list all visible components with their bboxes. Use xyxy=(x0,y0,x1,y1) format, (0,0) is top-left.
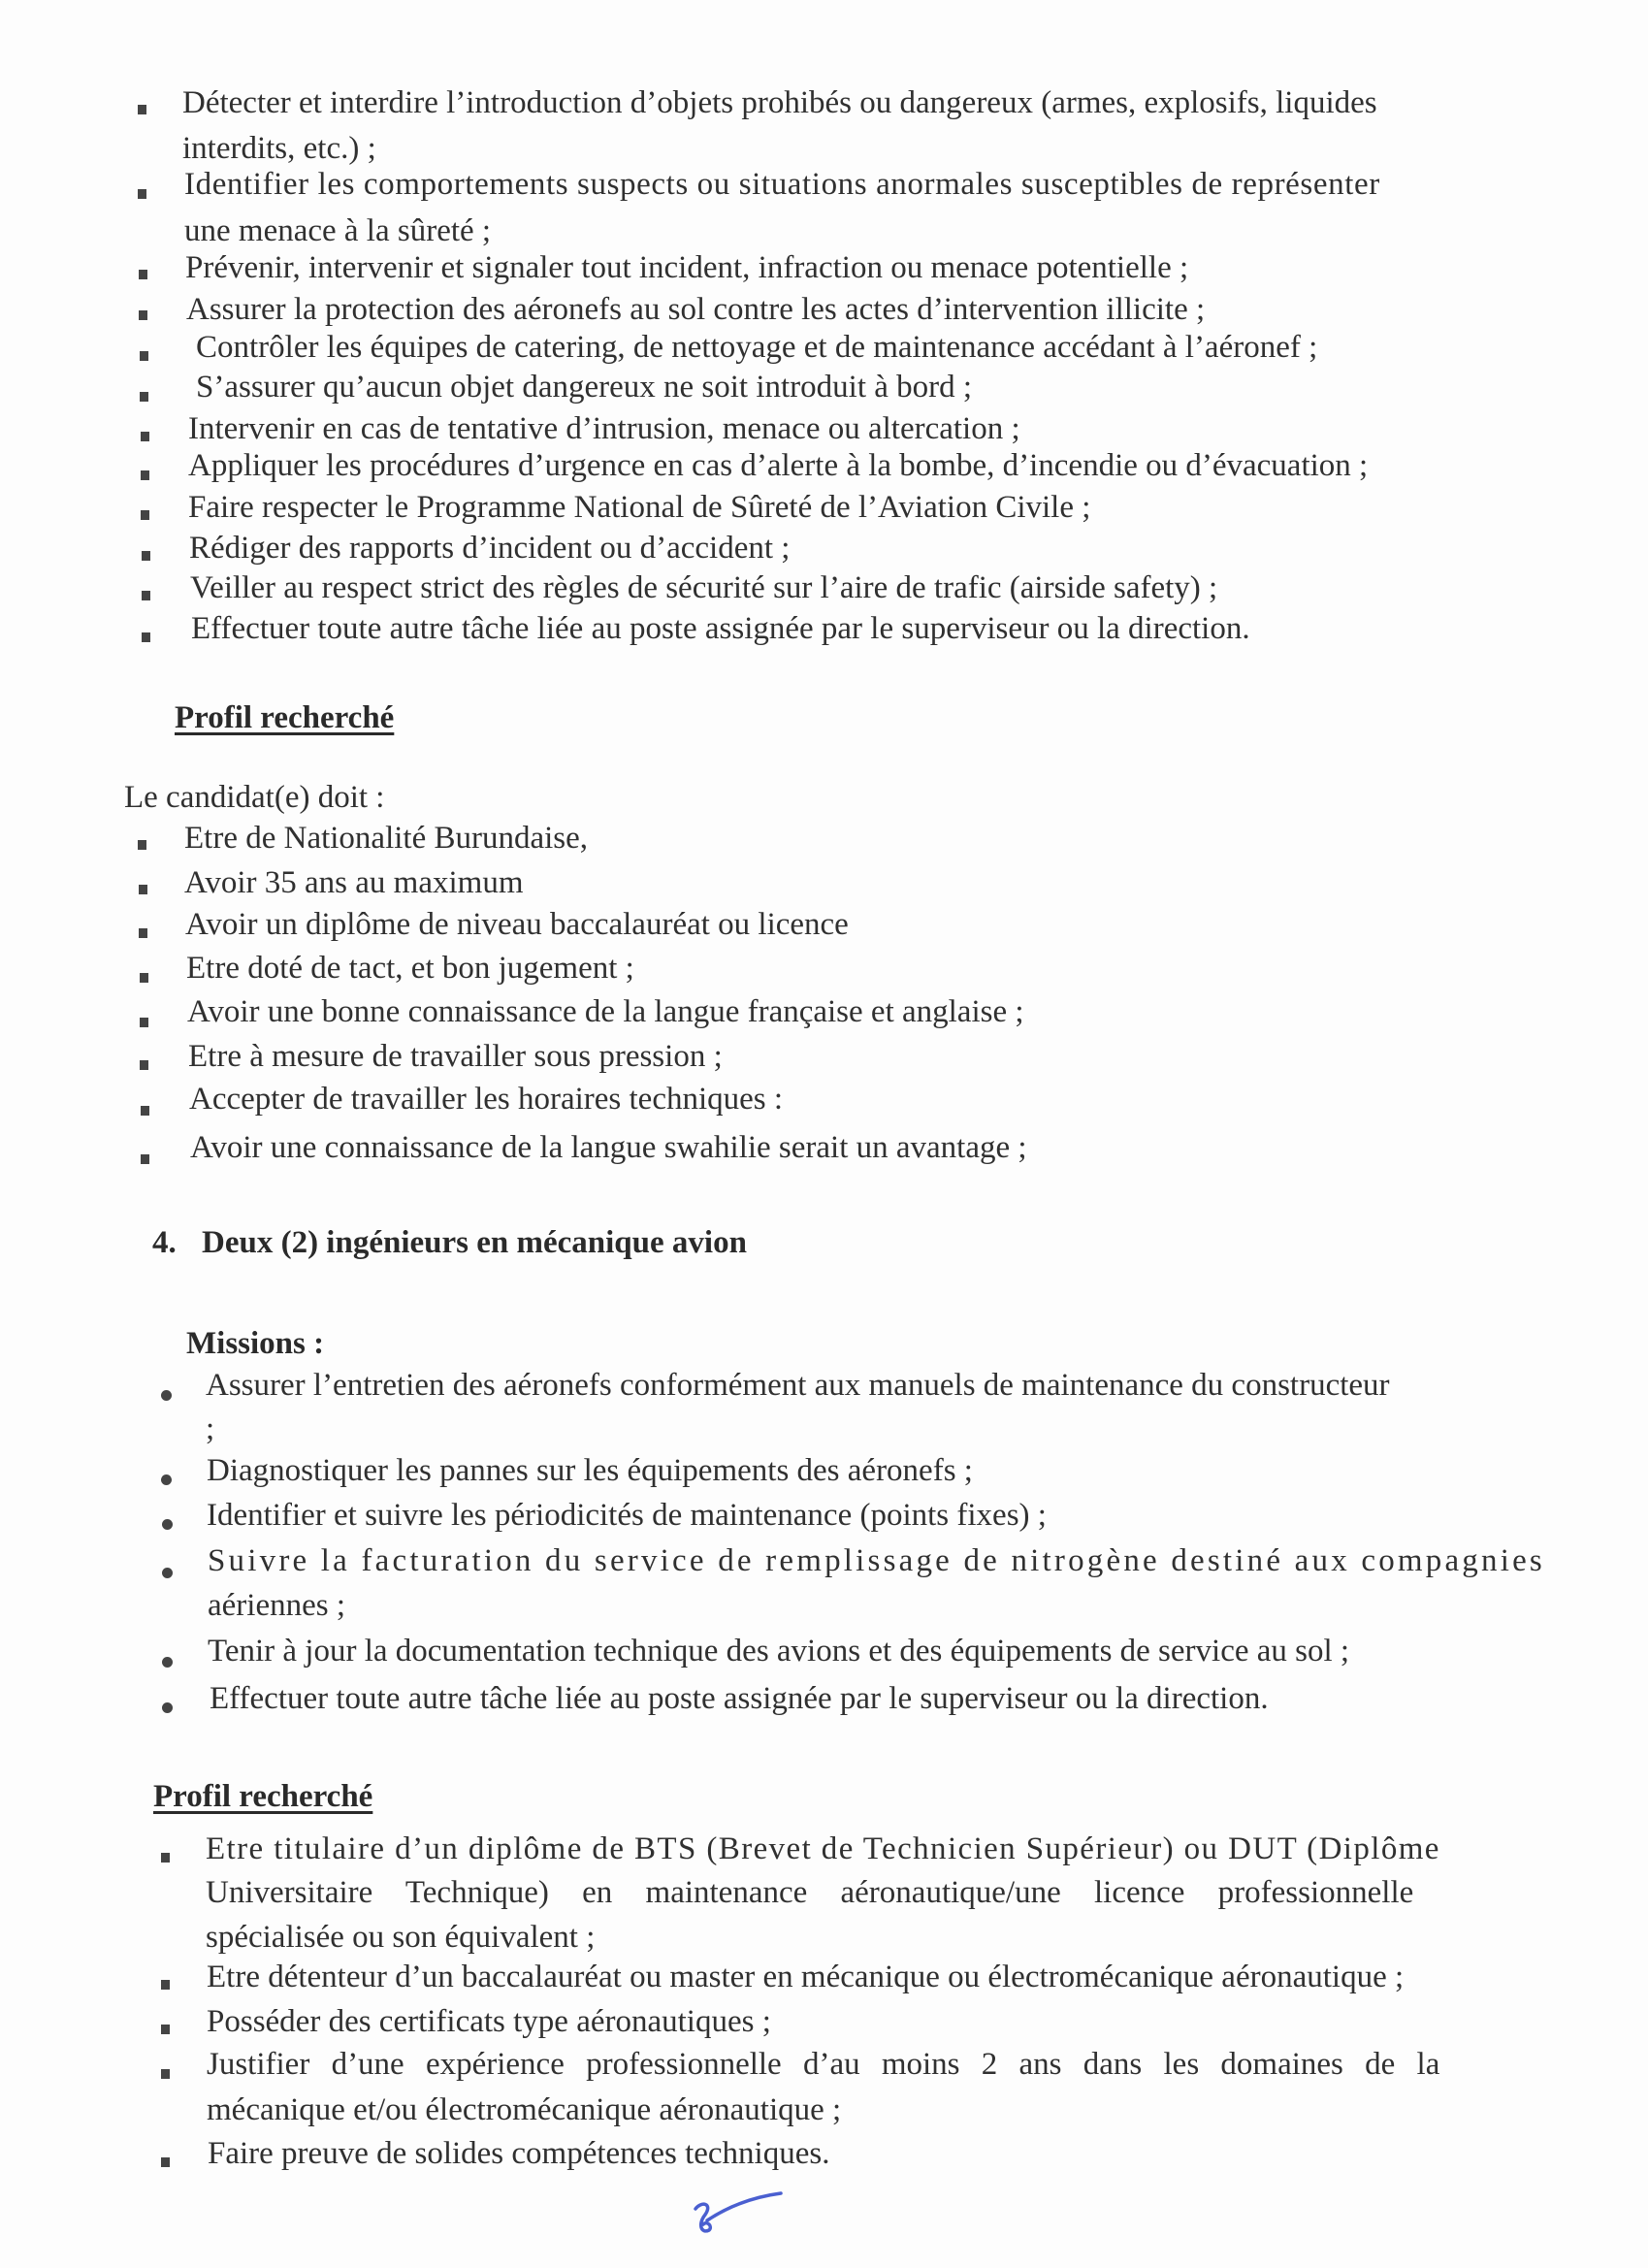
list-item: Rédiger des rapports d’incident ou d’accident ; xyxy=(189,531,791,566)
list-item: Suivre la facturation du service de remplissage de nitrogène destiné aux compagnies xyxy=(208,1543,1545,1578)
square-bullet-icon xyxy=(139,270,147,279)
round-bullet-icon xyxy=(162,1568,173,1578)
list-item-continuation: une menace à la sûreté ; xyxy=(184,213,492,248)
list-item: Détecter et interdire l’introduction d’objets prohibés ou dangereux (armes, explosifs, liquides xyxy=(182,85,1377,120)
square-bullet-icon xyxy=(161,2069,170,2079)
list-item-continuation: aériennes ; xyxy=(208,1588,346,1623)
list-item: Etre à mesure de travailler sous pression ; xyxy=(188,1039,723,1074)
square-bullet-icon xyxy=(139,310,147,320)
square-bullet-icon xyxy=(140,1018,148,1027)
round-bullet-icon xyxy=(162,1657,173,1668)
list-item: Avoir un diplôme de niveau baccalauréat ou licence xyxy=(185,907,849,942)
square-bullet-icon xyxy=(161,1980,170,1990)
list-item: Veiller au respect strict des règles de sécurité sur l’aire de trafic (airside safety) ; xyxy=(190,570,1218,605)
list-item: Etre de Nationalité Burundaise, xyxy=(184,821,589,856)
square-bullet-icon xyxy=(141,470,149,480)
list-item: Etre détenteur d’un baccalauréat ou master en mécanique ou électromécanique aéronautique ; xyxy=(207,1960,1405,1994)
list-item: Identifier et suivre les périodicités de maintenance (points fixes) ; xyxy=(207,1498,1047,1533)
square-bullet-icon xyxy=(141,510,149,520)
round-bullet-icon xyxy=(161,1474,172,1485)
list-item: Avoir 35 ans au maximum xyxy=(184,865,524,900)
list-item: Diagnostiquer les pannes sur les équipements des aéronefs ; xyxy=(207,1453,973,1488)
list-item: Assurer la protection des aéronefs au sol contre les actes d’intervention illicite ; xyxy=(186,292,1206,327)
list-item-continuation: spécialisée ou son équivalent ; xyxy=(206,1920,596,1955)
list-item: Accepter de travailler les horaires techniques : xyxy=(189,1082,784,1117)
square-bullet-icon xyxy=(140,392,148,402)
list-item: Faire respecter le Programme National de Sûreté de l’Aviation Civile ; xyxy=(188,490,1091,525)
square-bullet-icon xyxy=(142,632,150,642)
list-item: Intervenir en cas de tentative d’intrusion, menace ou altercation ; xyxy=(188,411,1020,446)
list-item: Tenir à jour la documentation technique des avions et des équipements de service au sol ; xyxy=(208,1634,1350,1669)
signature-initials-icon xyxy=(684,2187,791,2246)
intro-text: Le candidat(e) doit : xyxy=(124,780,385,815)
square-bullet-icon xyxy=(140,973,148,983)
list-item-continuation: Universitaire Technique) en maintenance aéronautique/une licence professionnelle xyxy=(206,1875,1414,1910)
missions-heading: Missions : xyxy=(186,1326,325,1361)
square-bullet-icon xyxy=(138,189,146,199)
list-item: Assurer l’entretien des aéronefs conformément aux manuels de maintenance du constructeur xyxy=(206,1368,1390,1403)
list-item: Faire preuve de solides compétences techniques. xyxy=(208,2136,830,2171)
round-bullet-icon xyxy=(162,1519,173,1530)
list-item: Effectuer toute autre tâche liée au poste assignée par le superviseur ou la direction. xyxy=(210,1681,1269,1716)
section-heading: Profil recherché xyxy=(153,1779,373,1814)
list-item-continuation: ; xyxy=(206,1411,215,1446)
list-item-continuation: interdits, etc.) ; xyxy=(182,131,376,166)
square-bullet-icon xyxy=(142,551,150,561)
list-item: Contrôler les équipes de catering, de nettoyage et de maintenance accédant à l’aéronef ; xyxy=(196,330,1318,365)
list-item: S’assurer qu’aucun objet dangereux ne soit introduit à bord ; xyxy=(196,370,973,405)
list-item-continuation: mécanique et/ou électromécanique aéronautique ; xyxy=(207,2092,842,2127)
list-item: Effectuer toute autre tâche liée au poste assignée par le superviseur ou la direction. xyxy=(191,611,1250,646)
square-bullet-icon xyxy=(161,1853,170,1863)
list-item: Posséder des certificats type aéronautiques ; xyxy=(207,2004,771,2039)
square-bullet-icon xyxy=(161,2025,170,2034)
square-bullet-icon xyxy=(138,840,146,850)
list-item: Justifier d’une expérience professionnelle d’au moins 2 ans dans les domaines de la xyxy=(207,2047,1440,2082)
square-bullet-icon xyxy=(141,1154,149,1164)
list-item: Etre titulaire d’un diplôme de BTS (Brevet de Technicien Supérieur) ou DUT (Diplôme xyxy=(206,1831,1440,1866)
section-heading: Profil recherché xyxy=(175,700,395,735)
square-bullet-icon xyxy=(141,432,149,441)
section-number: 4. xyxy=(152,1225,177,1260)
square-bullet-icon xyxy=(140,1060,148,1070)
square-bullet-icon xyxy=(138,105,146,114)
square-bullet-icon xyxy=(161,2157,170,2167)
square-bullet-icon xyxy=(142,591,150,600)
round-bullet-icon xyxy=(161,1390,172,1401)
list-item: Appliquer les procédures d’urgence en cas d’alerte à la bombe, d’incendie ou d’évacuation ; xyxy=(188,448,1369,483)
square-bullet-icon xyxy=(140,351,148,361)
list-item: Avoir une connaissance de la langue swahilie serait un avantage ; xyxy=(190,1130,1027,1165)
list-item: Prévenir, intervenir et signaler tout incident, infraction ou menace potentielle ; xyxy=(185,250,1189,285)
list-item: Avoir une bonne connaissance de la langue française et anglaise ; xyxy=(187,994,1024,1029)
round-bullet-icon xyxy=(162,1702,173,1713)
list-item: Identifier les comportements suspects ou situations anormales susceptibles de représenter xyxy=(184,167,1380,202)
square-bullet-icon xyxy=(139,885,147,894)
square-bullet-icon xyxy=(139,928,147,938)
square-bullet-icon xyxy=(141,1106,149,1116)
list-item: Etre doté de tact, et bon jugement ; xyxy=(186,951,634,986)
section-title: Deux (2) ingénieurs en mécanique avion xyxy=(202,1225,747,1260)
